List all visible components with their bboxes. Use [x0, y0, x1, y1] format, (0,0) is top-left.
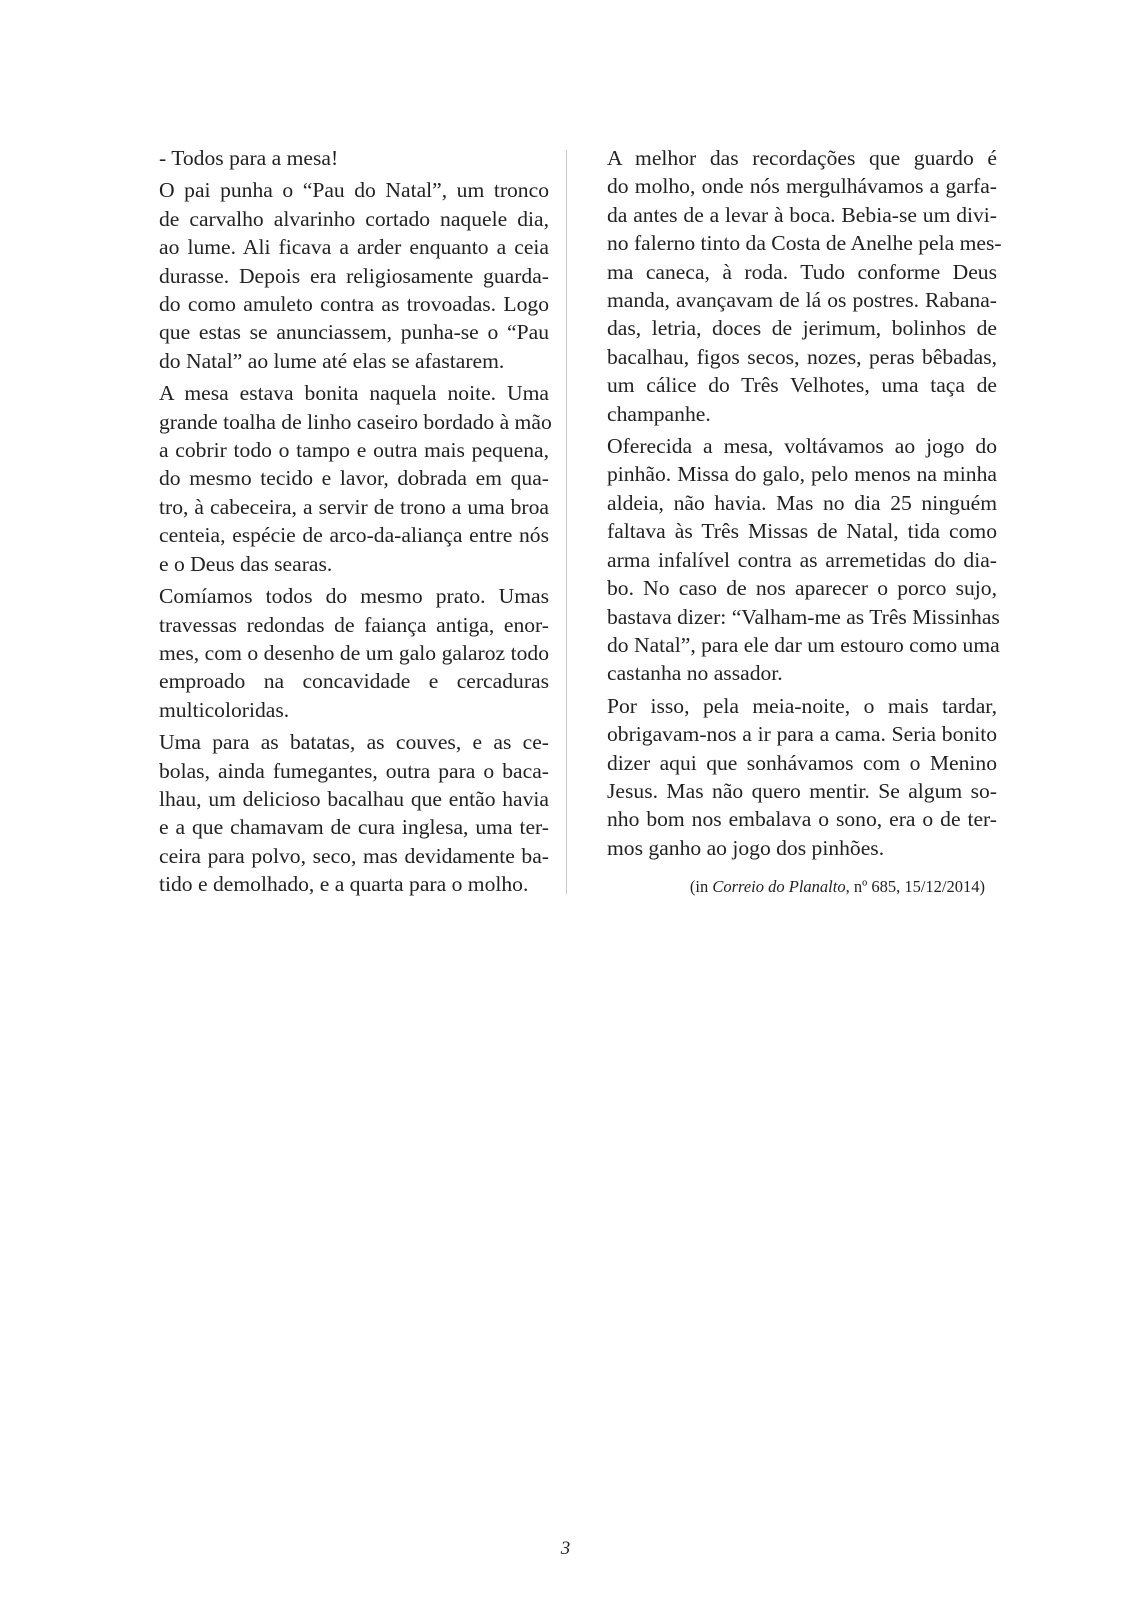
text-line: a cobrir todo o tampo e outra mais pequena, — [159, 438, 549, 463]
text-line: e o Deus das searas. — [159, 551, 333, 576]
source-publication: Correio do Planalto — [712, 877, 846, 897]
text-line: bolas, ainda fumegantes, outra para o baca- — [159, 758, 549, 783]
source-prefix: (in — [689, 877, 713, 897]
text-line: de carvalho alvarinho cortado naquele dia, — [159, 206, 549, 231]
text-line: aldeia, não havia. Mas no dia 25 ninguém — [607, 490, 997, 515]
source-suffix: , nº 685, 15/12/2014) — [845, 877, 985, 897]
text-line: Por isso, pela meia-noite, o mais tardar, — [607, 693, 997, 718]
text-line: faltava às Três Missas de Natal, tida como — [607, 519, 997, 544]
text-line: travessas redondas de faiança antiga, enor- — [159, 612, 549, 637]
text-line: multicoloridas. — [159, 697, 290, 722]
text-line: e a que chamavam de cura inglesa, uma ter- — [159, 815, 549, 840]
text-line: durasse. Depois era religiosamente guarda- — [159, 263, 549, 288]
paragraph — [137, 176, 549, 375]
text-line: obrigavam-nos a ir para a cama. Seria bonito — [607, 722, 997, 747]
paragraph — [137, 379, 552, 578]
text-line: bo. No caso de nos aparecer o porco sujo, — [607, 576, 997, 601]
right-column-text — [585, 144, 1002, 862]
left-column — [137, 144, 552, 903]
text-line: ao lume. Ali ficava a arder enquanto a ceia — [159, 235, 549, 260]
text-line: mos ganho ao jogo dos pinhões. — [607, 835, 885, 860]
paragraph — [137, 582, 549, 724]
text-line: A mesa estava bonita naquela noite. Uma — [159, 381, 549, 406]
text-line: um cálice do Três Velhotes, uma taça de — [607, 373, 997, 398]
source-citation — [585, 876, 997, 898]
text-line: do molho, onde nós mergulhávamos a garfa- — [607, 174, 997, 199]
text-line: lhau, um delicioso bacalhau que então havia — [159, 786, 549, 811]
paragraph — [585, 692, 997, 862]
paragraph — [137, 144, 549, 172]
text-line: A melhor das recordações que guardo é — [607, 146, 997, 170]
right-column — [585, 144, 1002, 898]
text-line: do Natal” ao lume até elas se afastarem. — [159, 348, 505, 373]
text-line: do como amuleto contra as trovoadas. Logo — [159, 292, 549, 317]
text-line: emproado na concavidade e cercaduras — [159, 669, 549, 694]
column-divider — [566, 150, 567, 894]
text-line: manda, avançavam de lá os postres. Rabana- — [607, 288, 997, 313]
text-line: grande toalha de linho caseiro bordado à mão — [159, 409, 552, 434]
paragraph — [585, 144, 1002, 428]
text-line: nho bom nos embalava o sono, era o de ter- — [607, 807, 997, 832]
paragraph — [137, 728, 549, 898]
text-line: dizer aqui que sonhávamos com o Menino — [607, 750, 997, 775]
text-line: Comíamos todos do mesmo prato. Umas — [159, 584, 549, 609]
text-line: tido e demolhado, e a quarta para o molho. — [159, 872, 529, 897]
text-line: Jesus. Mas não quero mentir. Se algum so- — [607, 778, 997, 803]
text-line: ma caneca, à roda. Tudo conforme Deus — [607, 259, 997, 284]
text-line: pinhão. Missa do galo, pelo menos na minha — [607, 462, 997, 487]
text-line: que estas se anunciassem, punha-se o “Pau — [159, 320, 549, 345]
text-line: castanha no assador. — [607, 661, 783, 686]
text-line: O pai punha o “Pau do Natal”, um tronco — [159, 178, 549, 203]
text-line: das, letria, doces de jerimum, bolinhos de — [607, 316, 997, 341]
text-line: centeia, espécie de arco-da-aliança entre nós — [159, 523, 549, 548]
text-line: mes, com o desenho de um galo galaroz todo — [159, 640, 549, 665]
text-line: do Natal”, para ele dar um estouro como uma — [607, 632, 1000, 657]
text-line: champanhe. — [607, 401, 711, 426]
text-line: do mesmo tecido e lavor, dobrada em qua- — [159, 466, 549, 491]
text-line: tro, à cabeceira, a servir de trono a uma broa — [159, 494, 549, 519]
text-line: Uma para as batatas, as couves, e as ce- — [159, 730, 549, 755]
text-line: bacalhau, figos secos, nozes, peras bêbadas, — [607, 344, 997, 369]
paragraph — [585, 432, 1000, 688]
text-line: - Todos para a mesa! — [159, 146, 339, 170]
text-line: no falerno tinto da Costa de Anelhe pela mes- — [607, 231, 1002, 256]
text-line: arma infalível contra as arremetidas do dia- — [607, 547, 997, 572]
text-line: da antes de a levar à boca. Bebia-se um divi- — [607, 202, 997, 227]
text-line: ceira para polvo, seco, mas devidamente ba- — [159, 843, 549, 868]
page-number: 3 — [560, 1538, 571, 1559]
text-line: Oferecida a mesa, voltávamos ao jogo do — [607, 434, 997, 459]
text-line: bastava dizer: “Valham-me as Três Missinhas — [607, 604, 1000, 629]
